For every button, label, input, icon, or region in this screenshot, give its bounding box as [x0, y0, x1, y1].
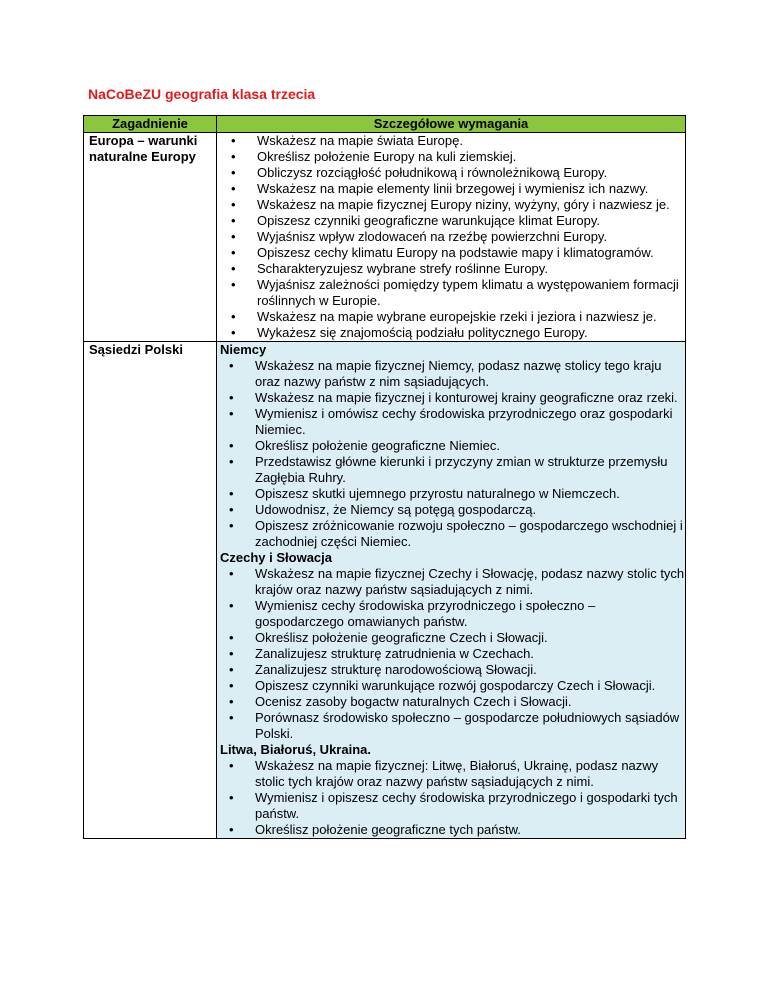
list-item: • Określisz położenie geograficzne tych państw. — [220, 822, 685, 838]
country-heading-germany: Niemcy — [220, 342, 267, 357]
list-item: • Zanalizujesz strukturę zatrudnienia w Czechach. — [220, 646, 685, 662]
requirements-list — [220, 358, 685, 550]
list-item: • Obliczysz rozciągłość południkową i równoleżnikową Europy. — [222, 165, 685, 181]
list-item: • Porównasz środowisko społeczno – gospodarcze południowych sąsiadów Polski. — [220, 710, 685, 742]
list-item: • Wymienisz i opiszesz cechy środowiska przyrodniczego i gospodarki tych państw. — [220, 790, 685, 822]
header-topic: Zagadnienie — [84, 116, 217, 133]
requirements-list — [220, 566, 685, 742]
list-item: • Określisz położenie geograficzne Niemiec. — [220, 438, 685, 454]
list-item: • Udowodnisz, że Niemcy są potęgą gospodarczą. — [220, 502, 685, 518]
list-item: • Wskażesz na mapie fizycznej: Litwę, Białoruś, Ukrainę, podasz nazwy stolic tych krajów oraz nazwy państw sąsiadujących z nimi. — [220, 758, 685, 790]
list-item: • Wymienisz i omówisz cechy środowiska przyrodniczego oraz gospodarki Niemiec. — [220, 406, 685, 438]
requirements-table — [83, 115, 686, 839]
list-item: • Opiszesz czynniki warunkujące rozwój gospodarczy Czech i Słowacji. — [220, 678, 685, 694]
topic-cell: Europa – warunki naturalne Europy — [84, 133, 217, 342]
list-item: • Wskażesz na mapie elementy linii brzegowej i wymienisz ich nazwy. — [222, 181, 685, 197]
header-requirements: Szczegółowe wymagania — [217, 116, 686, 133]
list-item: • Opiszesz skutki ujemnego przyrostu naturalnego w Niemczech. — [220, 486, 685, 502]
requirements-list — [222, 133, 685, 341]
requirements-cell — [217, 133, 686, 342]
list-item: • Wymienisz cechy środowiska przyrodniczego i społeczno – gospodarczego omawianych państw. — [220, 598, 685, 630]
list-item: • Wskażesz na mapie fizycznej i konturowej krainy geograficzne oraz rzeki. — [220, 390, 685, 406]
list-item: • Scharakteryzujesz wybrane strefy roślinne Europy. — [222, 261, 685, 277]
list-item: • Przedstawisz główne kierunki i przyczyny zmian w strukturze przemysłu Zagłębia Ruhry. — [220, 454, 685, 486]
list-item: • Wyjaśnisz zależności pomiędzy typem klimatu a występowaniem formacji roślinnych w Europie. — [222, 277, 685, 309]
page-title: NaCoBeZU geografia klasa trzecia — [88, 86, 316, 102]
table-row — [84, 133, 686, 342]
list-item: • Wskażesz na mapie wybrane europejskie rzeki i jeziora i nazwiesz je. — [222, 309, 685, 325]
list-item: • Wykażesz się znajomością podziału politycznego Europy. — [222, 325, 685, 341]
requirements-list — [220, 758, 685, 838]
list-item: • Zanalizujesz strukturę narodowościową Słowacji. — [220, 662, 685, 678]
table-header-row — [84, 116, 686, 133]
list-item: • Ocenisz zasoby bogactw naturalnych Czech i Słowacji. — [220, 694, 685, 710]
list-item: • Wskażesz na mapie fizycznej Czechy i Słowację, podasz nazwy stolic tych krajów oraz nazwy państw sąsiadujących z nimi. — [220, 566, 685, 598]
list-item: • Opiszesz cechy klimatu Europy na podstawie mapy i klimatogramów. — [222, 245, 685, 261]
table-row — [84, 342, 686, 839]
requirements-cell — [217, 342, 686, 839]
country-heading-czech-slovakia: Czechy i Słowacja — [220, 550, 332, 565]
list-item: • Wskażesz na mapie świata Europę. — [222, 133, 685, 149]
list-item: • Określisz położenie Europy na kuli ziemskiej. — [222, 149, 685, 165]
list-item: • Opiszesz czynniki geograficzne warunkujące klimat Europy. — [222, 213, 685, 229]
list-item: • Określisz położenie geograficzne Czech i Słowacji. — [220, 630, 685, 646]
list-item: • Opiszesz zróżnicowanie rozwoju społeczno – gospodarczego wschodniej i zachodniej części Niemiec. — [220, 518, 685, 550]
list-item: • Wskażesz na mapie fizycznej Europy niziny, wyżyny, góry i nazwiesz je. — [222, 197, 685, 213]
list-item: • Wyjaśnisz wpływ zlodowaceń na rzeźbę powierzchni Europy. — [222, 229, 685, 245]
topic-cell: Sąsiedzi Polski — [84, 342, 217, 839]
list-item: • Wskażesz na mapie fizycznej Niemcy, podasz nazwę stolicy tego kraju oraz nazwy państw z nim sąsiadujących. — [220, 358, 685, 390]
country-heading-lithuania-belarus-ukraine: Litwa, Białoruś, Ukraina. — [220, 742, 371, 757]
